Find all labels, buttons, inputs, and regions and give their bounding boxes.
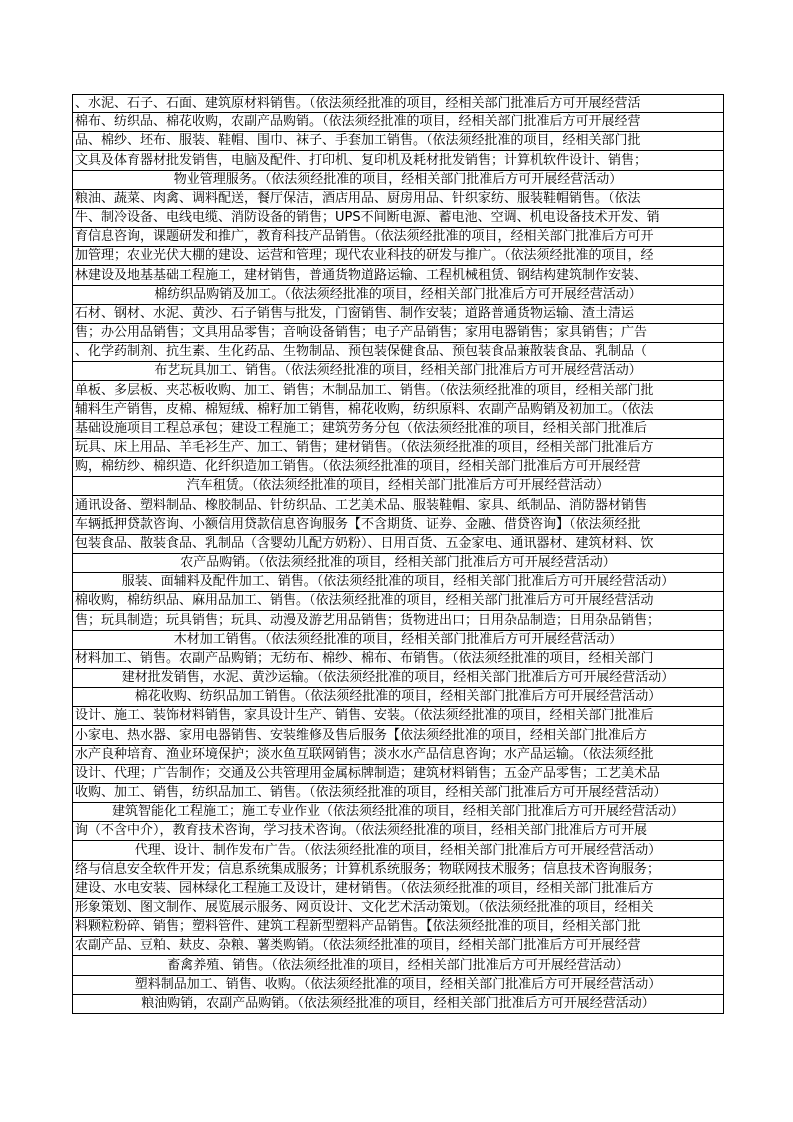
table-cell: 棉布、纺织品、棉花收购，农副产品购销。（依法须经批准的项目，经相关部门批准后方可开展经营 bbox=[73, 113, 723, 132]
table-cell: 材料加工、销售。农副产品购销；无纺布、棉纱、棉布、布销售。（依法须经批准的项目，经相关部门 bbox=[73, 650, 723, 669]
table-cell: 售；办公用品销售；文具用品零售；音响设备销售；电子产品销售；家用电器销售；家具销售；广告 bbox=[73, 324, 723, 343]
table-cell: 料颗粒粉碎、销售；塑料管件、建筑工程新型塑料产品销售。【依法须经批准的项目，经相关部门批 bbox=[73, 918, 723, 937]
table-cell: 购，棉纺纱、棉织造、化纤织造加工销售。（依法须经批准的项目，经相关部门批准后方可开展经营 bbox=[73, 458, 723, 477]
table-cell: 粮油、蔬菜、肉禽、调料配送，餐厅保洁，酒店用品、厨房用品、针织家纺、服装鞋帽销售。（依法 bbox=[73, 190, 723, 209]
table-cell: 品、棉纱、坯布、服装、鞋帽、围巾、袜子、手套加工销售。（依法须经批准的项目，经相关部门批 bbox=[73, 132, 723, 151]
table-cell: 汽车租赁。（依法须经批准的项目，经相关部门批准后方可开展经营活动） bbox=[73, 477, 723, 496]
table-cell: 通讯设备、塑料制品、橡胶制品、针纺织品、工艺美术品、服装鞋帽、家具、纸制品、消防器材销售 bbox=[73, 497, 723, 516]
table-cell: 棉收购，棉纺织品、麻用品加工、销售。（依法须经批准的项目，经相关部门批准后方可开展经营活动 bbox=[73, 592, 723, 611]
table-cell: 石材、钢材、水泥、黄沙、石子销售与批发，门窗销售、制作安装；道路普通货物运输、渣土清运 bbox=[73, 305, 723, 324]
table-cell: 收购、加工、销售，纺织品加工、销售。（依法须经批准的项目，经相关部门批准后方可开展经营活动） bbox=[73, 784, 723, 803]
table-cell: 形象策划、图文制作、展览展示服务、网页设计、文化艺术活动策划。（依法须经批准的项目，经相关 bbox=[73, 899, 723, 918]
table-cell: 塑料制品加工、销售、收购。（依法须经批准的项目，经相关部门批准后方可开展经营活动） bbox=[73, 976, 723, 995]
table-cell: 粮油购销，农副产品购销。（依法须经批准的项目，经相关部门批准后方可开展经营活动） bbox=[73, 995, 723, 1014]
table-cell: 布艺玩具加工、销售。（依法须经批准的项目，经相关部门批准后方可开展经营活动） bbox=[73, 362, 723, 381]
table-cell: 车辆抵押贷款咨询、小额信用贷款信息咨询服务【不含期货、证券、金融、借贷咨询】（依法须经批 bbox=[73, 516, 723, 535]
table-cell: 文具及体育器材批发销售，电脑及配件、打印机、复印机及耗材批发销售；计算机软件设计、销售； bbox=[73, 152, 723, 171]
table-cell: 设计、代理；广告制作；交通及公共管理用金属标牌制造；建筑材料销售；五金产品零售；工艺美术品 bbox=[73, 765, 723, 784]
table-cell: 、水泥、石子、石面、建筑原材料销售。（依法须经批准的项目，经相关部门批准后方可开展经营活 bbox=[73, 94, 723, 113]
table-cell: 建筑智能化工程施工；施工专业作业（依法须经批准的项目，经相关部门批准后方可开展经营活动） bbox=[73, 803, 723, 822]
table-cell: 基础设施项目工程总承包；建设工程施工；建筑劳务分包（依法须经批准的项目，经相关部门批准后 bbox=[73, 420, 723, 439]
table-cell: 辅料生产销售，皮棉、棉短绒、棉籽加工销售，棉花收购，纺织原料、农副产品购销及初加工。（依法 bbox=[73, 401, 723, 420]
table-cell: 络与信息安全软件开发；信息系统集成服务；计算机系统服务；物联网技术服务；信息技术咨询服务； bbox=[73, 861, 723, 880]
table-cell: 加管理；农业光伏大棚的建设、运营和管理；现代农业科技的研发与推广。（依法须经批准的项目，经 bbox=[73, 247, 723, 266]
table-cell: 建设、水电安装、园林绿化工程施工及设计，建材销售。（依法须经批准的项目，经相关部门批准后方 bbox=[73, 880, 723, 899]
table-cell: 牛、制冷设备、电线电缆、消防设备的销售；UPS不间断电源、蓄电池、空调、机电设备技术开发、销 bbox=[73, 209, 723, 228]
table-cell: 木材加工销售。（依法须经批准的项目，经相关部门批准后方可开展经营活动） bbox=[73, 631, 723, 650]
table-cell: 设计、施工、装饰材料销售，家具设计生产、销售、安装。（依法须经批准的项目，经相关部门批准后 bbox=[73, 707, 723, 726]
table-cell: 代理、设计、制作发布广告。（依法须经批准的项目，经相关部门批准后方可开展经营活动） bbox=[73, 842, 723, 861]
table-cell: 物业管理服务。（依法须经批准的项目，经相关部门批准后方可开展经营活动） bbox=[73, 171, 723, 190]
table-cell: 水产良种培育、渔业环境保护；淡水鱼互联网销售；淡水水产品信息咨询；水产品运输。（依法须经批 bbox=[73, 746, 723, 765]
table-cell: 农副产品、豆粕、麸皮、杂粮、薯类购销。（依法须经批准的项目，经相关部门批准后方可开展经营 bbox=[73, 937, 723, 956]
table-cell: 、化学药制剂、抗生素、生化药品、生物制品、预包装保健食品、预包装食品兼散装食品、乳制品（ bbox=[73, 343, 723, 362]
table-cell: 林建设及地基基础工程施工，建材销售，普通货物道路运输、工程机械租赁、钢结构建筑制作安装、 bbox=[73, 267, 723, 286]
spreadsheet-column bbox=[72, 94, 724, 1014]
table-cell: 玩具、床上用品、羊毛衫生产、加工、销售；建材销售。（依法须经批准的项目，经相关部门批准后方 bbox=[73, 439, 723, 458]
table-cell: 询（不含中介），教育技术咨询，学习技术咨询。（依法须经批准的项目，经相关部门批准后方可开展 bbox=[73, 822, 723, 841]
table-cell: 棉花收购、纺织品加工销售。（依法须经批准的项目，经相关部门批准后方可开展经营活动） bbox=[73, 688, 723, 707]
table-cell: 建材批发销售，水泥、黄沙运输。（依法须经批准的项目，经相关部门批准后方可开展经营活动） bbox=[73, 669, 723, 688]
table-cell: 包装食品、散装食品、乳制品（含婴幼儿配方奶粉）、日用百货、五金家电、通讯器材、建筑材料、饮 bbox=[73, 535, 723, 554]
table-cell: 育信息咨询，课题研发和推广，教育科技产品销售。（依法须经批准的项目，经相关部门批准后方可开 bbox=[73, 228, 723, 247]
table-cell: 售；玩具制造；玩具销售；玩具、动漫及游艺用品销售；货物进出口；日用杂品制造；日用杂品销售； bbox=[73, 612, 723, 631]
table-cell: 畜禽养殖、销售。（依法须经批准的项目，经相关部门批准后方可开展经营活动） bbox=[73, 957, 723, 976]
table-cell: 棉纺织品购销及加工。（依法须经批准的项目，经相关部门批准后方可开展经营活动） bbox=[73, 286, 723, 305]
table-cell: 单板、多层板、夹芯板收购、加工、销售；木制品加工、销售。（依法须经批准的项目，经相关部门批 bbox=[73, 382, 723, 401]
table-cell: 小家电、热水器、家用电器销售、安装维修及售后服务【依法须经批准的项目，经相关部门批准后方 bbox=[73, 727, 723, 746]
table-cell: 农产品购销。（依法须经批准的项目，经相关部门批准后方可开展经营活动） bbox=[73, 554, 723, 573]
table-cell: 服装、面辅料及配件加工、销售。（依法须经批准的项目，经相关部门批准后方可开展经营活动） bbox=[73, 573, 723, 592]
